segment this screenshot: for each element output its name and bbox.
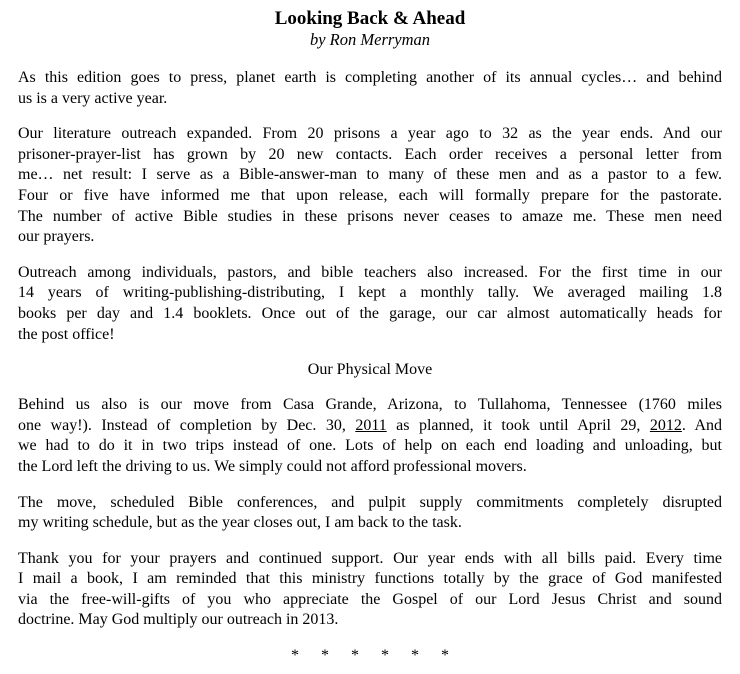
- text-line: I mail a book, I am reminded that this ministry functions totally by the grace of God manifested: [18, 570, 722, 588]
- paragraph-physical-move: [18, 395, 722, 477]
- text-line: our prayers.: [18, 228, 95, 246]
- text-line: my writing schedule, but as the year closes out, I am back to the task.: [18, 514, 462, 532]
- text-line: us is a very active year.: [18, 89, 168, 107]
- text-line: Outreach among individuals, pastors, and bible teachers also increased. For the first time in our: [18, 263, 722, 281]
- underlined-year: 2011: [355, 416, 387, 434]
- text-line: books per day and 1.4 booklets. Once out of the garage, our car almost automatically heads for: [18, 304, 722, 322]
- paragraph-thanks: [18, 549, 722, 631]
- text-line: The number of active Bible studies in these prisons never ceases to amaze me. These men need: [18, 207, 722, 225]
- text-line: Four or five have informed me that upon release, each will formally prepare for the pastorate.: [18, 186, 722, 204]
- text-line: via the free-will-gifts of you who appreciate the Gospel of our Lord Jesus Christ and sound: [18, 590, 722, 608]
- text-line: [18, 416, 722, 437]
- text-line: doctrine. May God multiply our outreach in 2013.: [18, 611, 339, 629]
- text-line: Behind us also is our move from Casa Grande, Arizona, to Tullahoma, Tennessee (1760 miles: [18, 396, 722, 414]
- text-segment: . And: [681, 416, 723, 434]
- section-heading: Our Physical Move: [307, 361, 433, 379]
- text-line: Thank you for your prayers and continued support. Our year ends with all bills paid. Every time: [18, 549, 722, 567]
- article-byline: by Ron Merryman: [309, 30, 431, 49]
- text-line: the post office!: [18, 325, 115, 343]
- text-line: me… net result: I serve as a Bible-answer-man to many of these men and as a pastor to a few.: [18, 166, 722, 184]
- article: [18, 8, 722, 666]
- paragraph-intro: [18, 68, 722, 109]
- section-separator: * * * * * *: [291, 647, 458, 665]
- text-segment: one way!). Instead of completion by Dec. 30,: [18, 416, 356, 434]
- text-line: As this edition goes to press, planet earth is completing another of its annual cycles… and behind: [18, 69, 722, 86]
- text-line: prisoner-prayer-list has grown by 20 new contacts. Each order receives a personal letter from: [18, 145, 722, 163]
- text-line: Our literature outreach expanded. From 20 prisons a year ago to 32 as the year ends. And our: [18, 125, 722, 143]
- text-line: the Lord left the driving to us. We simply could not afford professional movers.: [18, 457, 527, 475]
- text-line: 14 years of writing-publishing-distributing, I kept a monthly tally. We averaged mailing 1.8: [18, 284, 722, 302]
- text-line: The move, scheduled Bible conferences, and pulpit supply commitments completely disrupted: [18, 493, 722, 511]
- text-line: we had to do it in two trips instead of one. Lots of help on each end loading and unloading, but: [18, 437, 722, 455]
- article-title: Looking Back & Ahead: [274, 8, 466, 29]
- paragraph-schedule: [18, 493, 722, 534]
- underlined-year: 2012: [649, 416, 682, 434]
- paragraph-literature-outreach: [18, 124, 722, 248]
- text-segment: as planned, it took until April 29,: [386, 416, 650, 434]
- paragraph-individual-outreach: [18, 263, 722, 345]
